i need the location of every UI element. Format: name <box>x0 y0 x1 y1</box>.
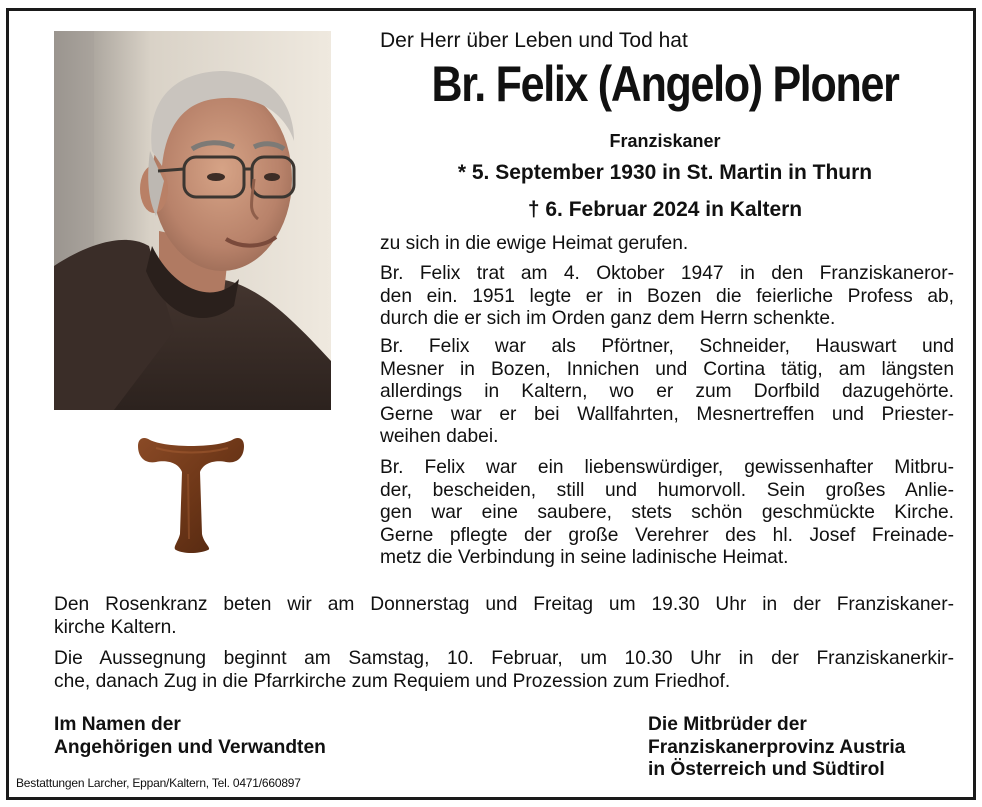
rosary-notice <box>54 594 954 639</box>
text-line: Br. Felix trat am 4. Oktober 1947 in den Franziskaneror- <box>380 263 954 284</box>
funeral-home-credit: Bestattungen Larcher, Eppan/Kaltern, Tel. 0471/660897 <box>16 776 301 790</box>
text-line: weihen dabei. <box>380 426 499 447</box>
blessing-notice <box>54 648 954 693</box>
text-line: Br. Felix war als Pförtner, Schneider, Hauswart und <box>380 336 954 357</box>
text-line: durch die er sich im Orden ganz dem Herrn schenkte. <box>380 308 836 329</box>
text-line: zu sich in die ewige Heimat gerufen. <box>380 233 689 254</box>
intro-text: Der Herr über Leben und Tod hat <box>380 29 688 52</box>
birth-line: * 5. September 1930 in St. Martin in Thurn <box>457 161 873 184</box>
paragraph-called-home <box>380 233 954 256</box>
text-line: kirche Kaltern. <box>54 616 177 638</box>
deceased-name: Br. Felix (Angelo) Ploner <box>431 56 899 112</box>
text-line: Den Rosenkranz beten wir am Donnerstag und Freitag um 19.30 Uhr in der Franziskaner- <box>54 594 954 615</box>
text-line: Gerne war er bei Wallfahrten, Mesnertreffen und Priester- <box>380 403 954 425</box>
signature-family <box>54 714 326 759</box>
text-line: Mesner in Bozen, Innichen und Cortina tätig, am längsten <box>380 358 954 380</box>
signature-line: Die Mitbrüder der <box>648 714 807 735</box>
religious-order: Franziskaner <box>609 131 721 151</box>
text-line: allerdings in Kaltern, wo er zum Dorfbild dazugehörte. <box>380 381 954 402</box>
signature-brothers <box>648 714 905 782</box>
signature-line: in Österreich und Südtirol <box>648 759 885 780</box>
text-line: che, danach Zug in die Pfarrkirche zum Requiem und Prozession zum Friedhof. <box>54 670 731 692</box>
paragraph-character <box>380 457 954 570</box>
death-line: † 6. Februar 2024 in Kaltern <box>527 198 803 221</box>
text-line: Br. Felix war ein liebenswürdiger, gewissenhafter Mitbru- <box>380 457 954 478</box>
text-line: Gerne pflegte der große Verehrer des hl. Josef Freinade- <box>380 524 954 546</box>
paragraph-service <box>380 336 954 449</box>
portrait-photo <box>54 31 331 410</box>
paragraph-entry <box>380 263 954 331</box>
signature-line: Franziskanerprovinz Austria <box>648 736 906 758</box>
tau-cross-icon <box>136 434 246 554</box>
signature-line: Im Namen der <box>54 714 181 735</box>
text-line: gen war eine saubere, stets schön geschmückte Kirche. <box>380 502 954 523</box>
text-line: Die Aussegnung beginnt am Samstag, 10. Februar, um 10.30 Uhr in der Franziskanerkir- <box>54 648 954 669</box>
text-line: metz die Verbindung in seine ladinische Heimat. <box>380 547 789 568</box>
text-line: den ein. 1951 legte er in Bozen die feierliche Profess ab, <box>380 285 954 307</box>
signature-line: Angehörigen und Verwandten <box>54 736 326 758</box>
text-line: der, bescheiden, still und humorvoll. Sein großes Anlie- <box>380 479 954 501</box>
